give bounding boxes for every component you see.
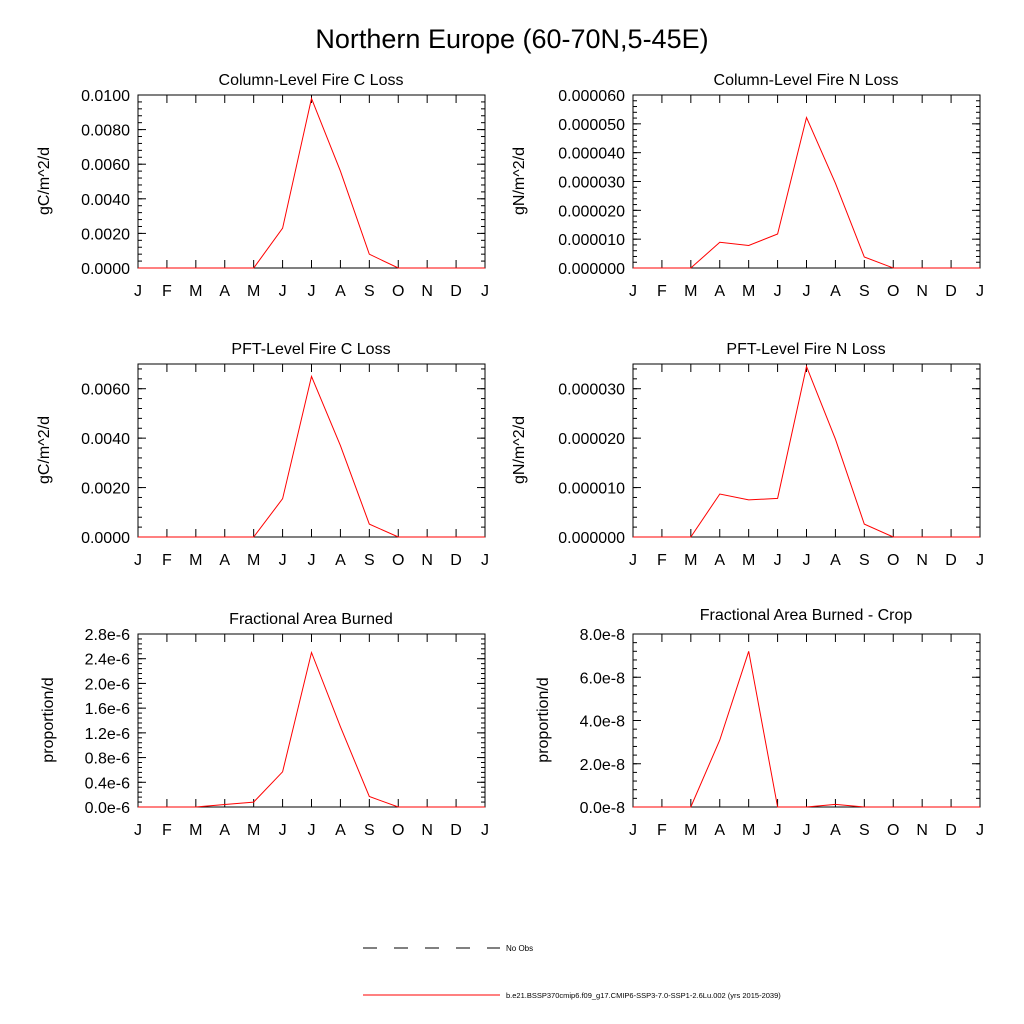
x-tick-label: A [714,822,726,839]
y-axis-label: gC/m^2/d [36,147,53,215]
y-tick-label: 8.0e-8 [579,627,625,644]
y-tick-label: 2.0e-6 [84,676,130,694]
x-tick-label: J [976,822,984,839]
panel-pft-fire-n-loss [511,341,984,569]
x-tick-label: O [887,283,900,300]
y-axis-label: proportion/d [535,677,552,763]
panel-title: Column-Level Fire C Loss [218,72,404,89]
x-tick-label: F [162,283,172,300]
series-line [138,376,485,537]
x-tick-label: J [307,283,316,300]
series-line [633,118,980,269]
plot-area [85,627,489,839]
x-tick-label: A [219,283,231,300]
y-tick-label: 0.0100 [81,88,130,105]
x-tick-label: J [307,822,316,839]
y-tick-label: 0.0000 [81,530,130,547]
y-tick-label: 0.8e-6 [84,750,130,768]
x-tick-label: J [629,552,637,569]
y-tick-label: 0.000000 [558,530,625,547]
y-tick-label: 0.0e-6 [84,800,130,817]
x-tick-label: M [742,283,756,300]
x-tick-label: N [916,283,928,300]
x-tick-label: S [858,283,870,300]
x-tick-label: J [773,283,782,300]
x-tick-label: M [189,822,203,839]
panel-title: Column-Level Fire N Loss [713,72,899,89]
figure-title: Northern Europe (60-70N,5-45E) [315,24,709,54]
plot-area [558,88,984,300]
panel-title: PFT-Level Fire C Loss [231,341,391,358]
x-tick-label: M [247,283,261,300]
x-tick-label: F [162,822,172,839]
x-tick-label: J [134,552,142,569]
x-tick-label: A [830,822,841,839]
x-tick-label: J [278,552,287,569]
x-tick-label: S [363,552,375,569]
plot-area [558,364,984,569]
plot-frame [138,95,485,268]
y-tick-label: 6.0e-8 [579,670,625,688]
y-tick-label: 2.8e-6 [84,627,130,644]
y-tick-label: 0.000030 [558,174,625,192]
y-tick-label: 0.0040 [81,431,130,449]
x-tick-label: O [887,822,900,839]
x-tick-label: A [219,552,231,569]
y-tick-label: 0.000040 [558,145,625,163]
x-tick-label: M [742,552,756,569]
x-tick-label: N [916,552,928,569]
y-tick-label: 0.000010 [558,480,625,498]
legend-label: b.e21.BSSP370cmip6.f09_g17.CMIP6-SSP3-7.0-SSP1-2.6Lu.002 (yrs 2015-2039) [506,991,781,1000]
panel-fractional-area-burned [40,611,489,839]
y-tick-label: 0.0060 [81,157,130,175]
legend-entry-no-obs [363,944,533,953]
x-tick-label: A [219,822,231,839]
x-tick-label: J [773,552,782,569]
y-tick-label: 0.000030 [558,381,625,399]
plot-frame [138,634,485,807]
x-tick-label: O [392,283,405,300]
x-tick-label: A [335,552,346,569]
series-line [138,653,485,808]
x-tick-label: J [481,822,489,839]
x-tick-label: M [247,552,261,569]
y-axis-label: gC/m^2/d [36,416,53,484]
x-tick-label: J [278,283,287,300]
x-tick-label: F [162,552,172,569]
x-tick-label: S [363,822,375,839]
x-tick-label: A [830,552,841,569]
x-tick-label: S [858,552,870,569]
y-tick-label: 0.0e-8 [579,800,625,817]
legend-entry-model [363,991,781,1000]
plot-frame [138,364,485,537]
y-tick-label: 0.000020 [558,203,625,221]
y-tick-label: 4.0e-8 [579,713,625,731]
y-axis-label: gN/m^2/d [511,416,528,484]
panel-column-fire-n-loss [511,72,984,300]
y-axis-label: proportion/d [40,677,57,763]
panel-pft-fire-c-loss [36,341,489,569]
x-tick-label: D [450,822,462,839]
x-tick-label: M [247,822,261,839]
x-tick-label: F [657,822,667,839]
y-tick-label: 2.4e-6 [84,651,130,669]
plot-area [81,364,489,569]
x-tick-label: O [392,822,405,839]
x-tick-label: J [802,822,811,839]
x-tick-label: J [976,552,984,569]
x-tick-label: O [887,552,900,569]
legend [363,944,781,1000]
series-line [138,99,485,269]
x-tick-label: N [916,822,928,839]
x-tick-label: A [335,283,346,300]
x-tick-label: M [189,552,203,569]
panel-title: PFT-Level Fire N Loss [726,341,886,358]
y-tick-label: 0.0040 [81,191,130,209]
x-tick-label: D [450,552,462,569]
plot-area [81,88,489,300]
x-tick-label: F [657,283,667,300]
x-tick-label: O [392,552,405,569]
panel-title: Fractional Area Burned [229,611,393,628]
x-tick-label: D [945,283,957,300]
x-tick-label: A [714,283,726,300]
x-tick-label: M [742,822,756,839]
y-tick-label: 0.0080 [81,122,130,140]
panel-column-fire-c-loss [36,72,489,300]
x-tick-label: J [481,283,489,300]
y-axis-label: gN/m^2/d [511,147,528,215]
x-tick-label: D [945,822,957,839]
x-tick-label: J [773,822,782,839]
series-line [633,367,980,538]
y-tick-label: 0.0020 [81,226,130,244]
x-tick-label: J [629,283,637,300]
x-tick-label: D [945,552,957,569]
x-tick-label: J [278,822,287,839]
y-tick-label: 0.0060 [81,381,130,399]
x-tick-label: F [657,552,667,569]
x-tick-label: J [134,283,142,300]
y-tick-label: 0.4e-6 [84,775,130,793]
x-tick-label: M [684,552,698,569]
y-tick-label: 0.000020 [558,431,625,449]
y-tick-label: 0.000050 [558,116,625,134]
y-tick-label: 1.6e-6 [84,701,130,719]
x-tick-label: J [802,283,811,300]
y-tick-label: 0.0000 [81,261,130,278]
y-tick-label: 2.0e-8 [579,756,625,774]
plot-frame [633,95,980,268]
x-tick-label: M [684,822,698,839]
x-tick-label: M [684,283,698,300]
y-tick-label: 1.2e-6 [84,725,130,743]
y-tick-label: 0.000060 [558,88,625,105]
x-tick-label: S [858,822,870,839]
series-line [633,651,980,807]
y-tick-label: 0.000000 [558,261,625,278]
x-tick-label: N [421,822,433,839]
x-tick-label: D [450,283,462,300]
x-tick-label: J [481,552,489,569]
legend-label: No Obs [506,944,534,953]
x-tick-label: N [421,552,433,569]
x-tick-label: J [134,822,142,839]
x-tick-label: S [363,283,375,300]
x-tick-label: A [830,283,841,300]
y-tick-label: 0.0020 [81,480,130,498]
x-tick-label: N [421,283,433,300]
x-tick-label: A [714,552,726,569]
plot-area [580,627,984,839]
y-tick-label: 0.000010 [558,232,625,250]
plot-frame [633,634,980,807]
panel-title: Fractional Area Burned - Crop [699,607,913,624]
x-tick-label: J [629,822,637,839]
plot-frame [633,364,980,537]
x-tick-label: M [189,283,203,300]
x-tick-label: J [976,283,984,300]
panel-fractional-area-burned-crop [535,607,984,839]
x-tick-label: J [307,552,316,569]
x-tick-label: J [802,552,811,569]
x-tick-label: A [335,822,346,839]
